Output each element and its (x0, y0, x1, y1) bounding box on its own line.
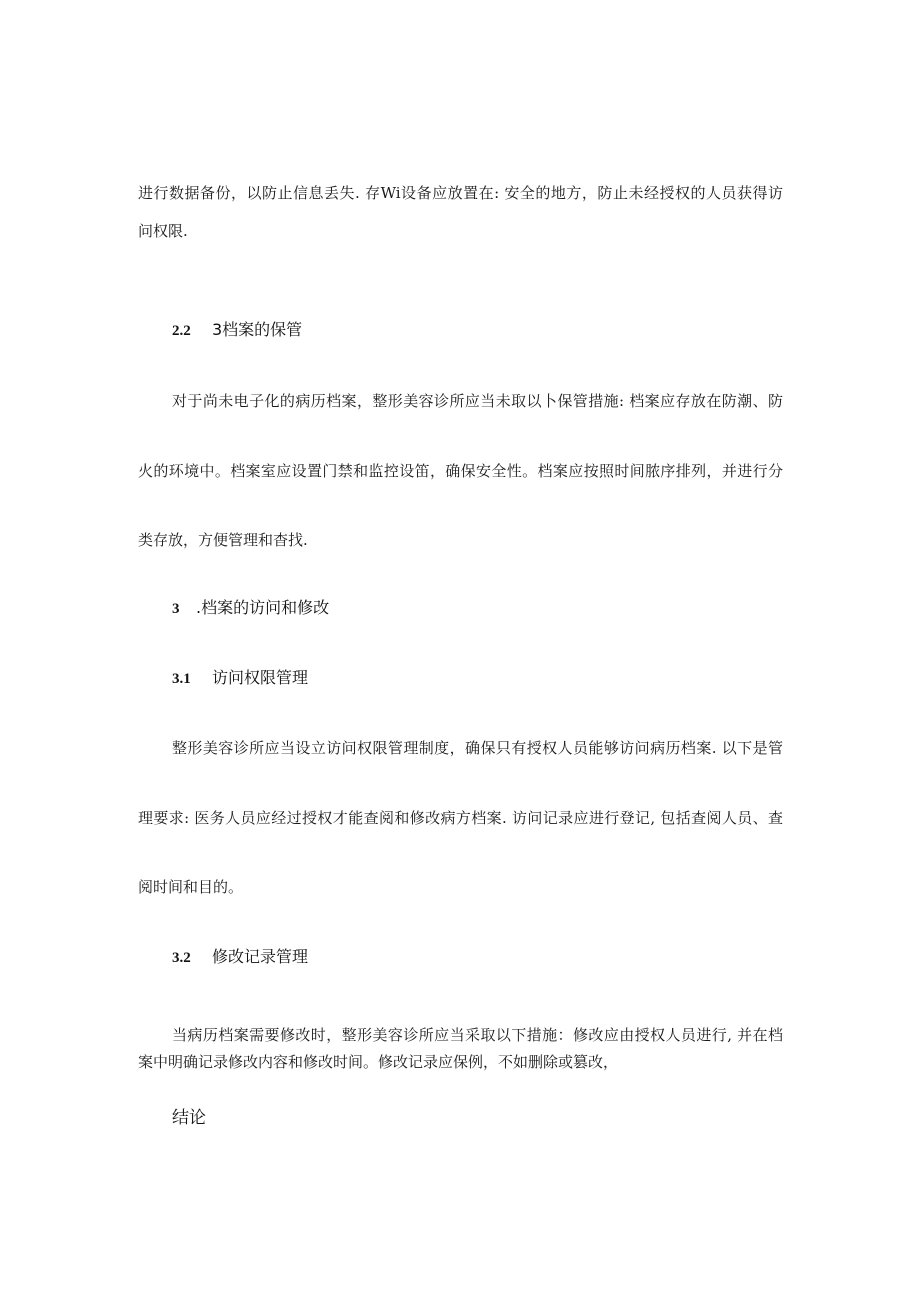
paragraph-access-line-3: 阅时间和目的。 (138, 878, 244, 896)
section-3-heading (172, 598, 329, 619)
section-3-1-heading (172, 668, 308, 689)
section-3-2-title: 修改记录管理 (212, 947, 309, 966)
section-3-number: 3 (172, 601, 180, 617)
section-3-1-number: 3.1 (172, 671, 191, 687)
paragraph-access-line-1: 整形美容诊所应当设立访问权限管理制度，确保只有授权人员能够访问病历档案. 以下是管 (172, 739, 783, 757)
section-3-title: .档案的访问和修改 (196, 598, 330, 617)
paragraph-modify-line-1: 当病历档案需要修改时，整形美容诊所应当采取以下措施：修改应由授权人员进行, 并在档 (172, 1026, 783, 1044)
section-3-1-title: 访问权限管理 (212, 668, 309, 687)
section-2-2-heading (172, 320, 302, 341)
paragraph-backup-line-1: 进行数据备份，以防止信息丢失. 存Wi设备应放置在: 安全的地方，防止未经授权的人员获得访 (138, 184, 783, 202)
paragraph-modify-line-2: 案中明确记录修改内容和修改时间。修改记录应保例，不如删除或篡改， (138, 1053, 619, 1071)
section-3-2-number: 3.2 (172, 950, 191, 966)
paragraph-paper-line-1: 对于尚未电子化的病历档案，整形美容诊所应当未取以卜保管措施: 档案应存放在防潮、防 (172, 392, 783, 410)
section-3-2-heading (172, 947, 308, 968)
conclusion-heading: 结论 (172, 1108, 206, 1128)
section-2-2-number: 2.2 (172, 323, 191, 339)
paragraph-paper-line-3: 类存放，方便管理和杳找. (138, 531, 308, 549)
paragraph-paper-line-2: 火的环境中。档案室应设置门禁和监控设笛，确保安全性。档案应按照时间脓序排列，并进行分 (138, 462, 783, 480)
paragraph-backup-line-2: 问权限. (138, 222, 188, 240)
section-2-2-title: 3档案的保管 (212, 320, 303, 339)
paragraph-access-line-2: 理要求: 医务人员应经过授权才能查阅和修改病方档案. 访问记录应进行登记, 包括查阅人员、查 (138, 809, 783, 827)
